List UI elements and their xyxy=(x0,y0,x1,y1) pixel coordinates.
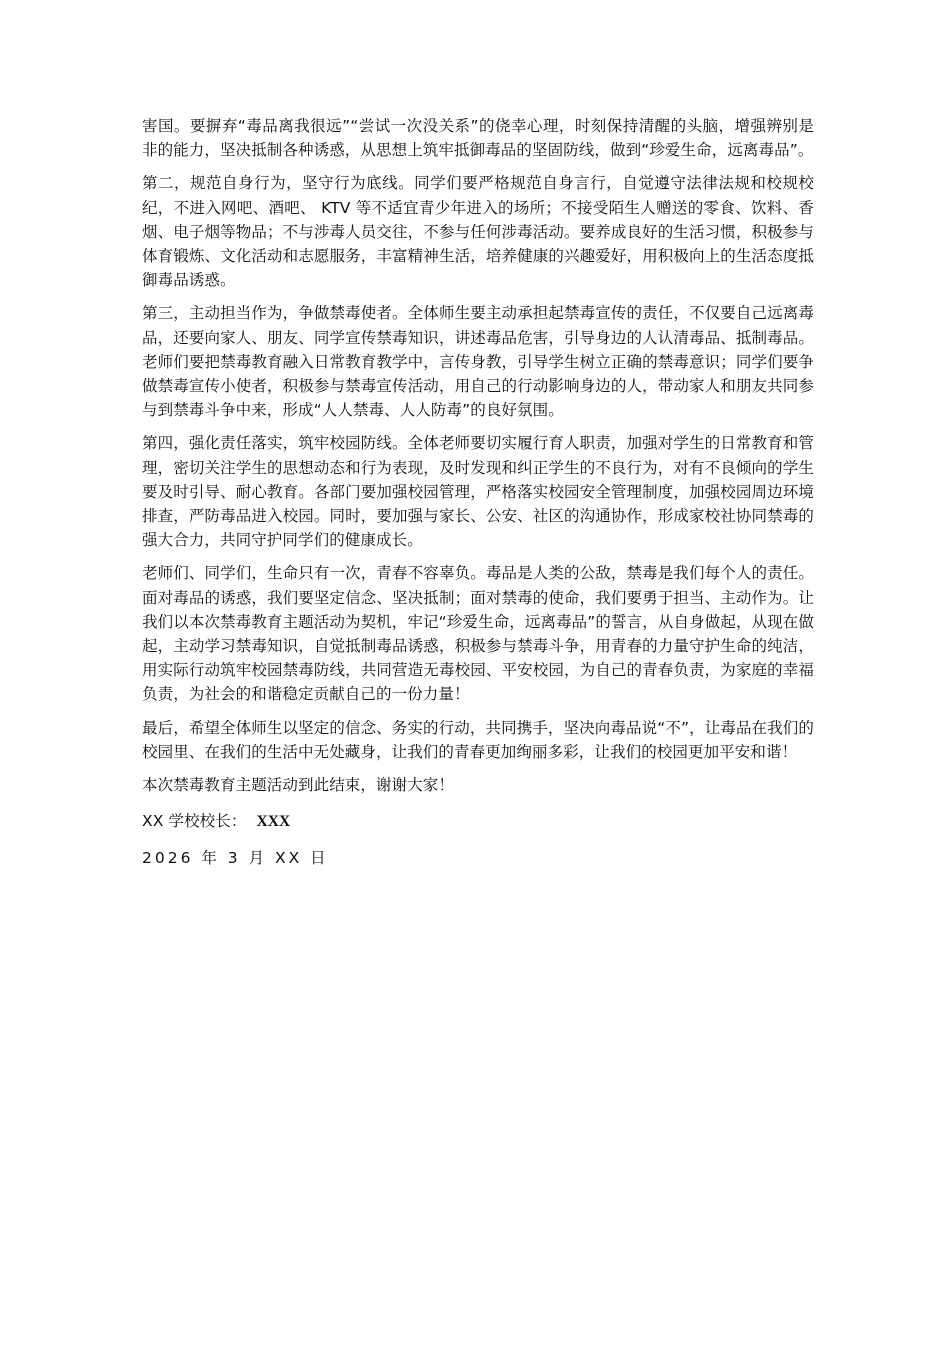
signature-name: XXX xyxy=(256,813,291,831)
paragraph-intro-continuation: 害国。要摒弃“毒品离我很远”“尝试一次没关系”的侥幸心理，时刻保持清醒的头脑，增强辨别是非的能力，坚决抵制各种诱惑，从思想上筑牢抵御毒品的坚固防线，做到“珍爱生命，远离毒品”。 xyxy=(142,117,814,160)
paragraph-second-point: 第二，规范自身行为，坚守行为底线。同学们要严格规范自身言行，自觉遵守法律法规和校规校纪，不进入网吧、酒吧、 KTV 等不适宜青少年进入的场所；不接受陌生人赠送的零食、饮料、香烟、电子烟等物品；不与涉毒人员交往，不参与任何涉毒活动。要养成良好的生活习惯，积极参与体育锻炼、文化活动和志愿服务，丰富精神生活，培养健康的兴趣爱好，用积极向上的生活态度抵御毒品诱惑。 xyxy=(142,174,814,290)
paragraph-appeal: 老师们、同学们，生命只有一次，青春不容辜负。毒品是人类的公敌，禁毒是我们每个人的责任。面对毒品的诱惑，我们要坚定信念、坚决抵制；面对禁毒的使命，我们要勇于担当、主动作为。让我们以本次禁毒教育主题活动为契机，牢记“珍爱生命，远离毒品”的誓言，从自身做起，从现在做起，主动学习禁毒知识，自觉抵制毒品诱惑，积极参与禁毒斗争，用青春的力量守护生命的纯洁，用实际行动筑牢校园禁毒防线，共同营造无毒校园、平安校园，为自己的青春负责，为家庭的幸福负责，为社会的和谐稳定贡献自己的一份力量！ xyxy=(142,564,814,704)
paragraph-end-note: 本次禁毒教育主题活动到此结束，谢谢大家！ xyxy=(142,776,455,795)
paragraph-fourth-point: 第四，强化责任落实，筑牢校园防线。全体老师要切实履行育人职责，加强对学生的日常教育和管理，密切关注学生的思想动态和行为表现，及时发现和纠正学生的不良行为，对有不良倾向的学生要及时引导、耐心教育。各部门要加强校园管理，严格落实校园安全管理制度，加强校园周边环境排查，严防毒品进入校园。同时，要加强与家长、公安、社区的沟通协作，形成家校社协同禁毒的强大合力，共同守护同学们的健康成长。 xyxy=(142,434,814,550)
paragraph-third-point: 第三，主动担当作为，争做禁毒使者。全体师生要主动承担起禁毒宣传的责任，不仅要自己远离毒品，还要向家人、朋友、同学宣传禁毒知识，讲述毒品危害，引导身边的人认清毒品、抵制毒品。老师们要把禁毒教育融入日常教育教学中，言传身教，引导学生树立正确的禁毒意识；同学们要争做禁毒宣传小使者，积极参与禁毒宣传活动，用自己的行动影响身边的人，带动家人和朋友共同参与到禁毒斗争中来，形成“人人禁毒、人人防毒”的良好氛围。 xyxy=(142,304,814,420)
signature-line xyxy=(142,809,814,834)
paragraph-closing-hope: 最后，希望全体师生以坚定的信念、务实的行动，共同携手，坚决向毒品说“不”，让毒品在我们的校园里、在我们的生活中无处藏身，让我们的青春更加绚丽多彩，让我们的校园更加平安和谐！ xyxy=(142,718,814,761)
signature-label: XX 学校校长： xyxy=(142,812,247,831)
document-date: 2026 年 3 月 XX 日 xyxy=(142,849,329,868)
document-body xyxy=(142,114,814,883)
